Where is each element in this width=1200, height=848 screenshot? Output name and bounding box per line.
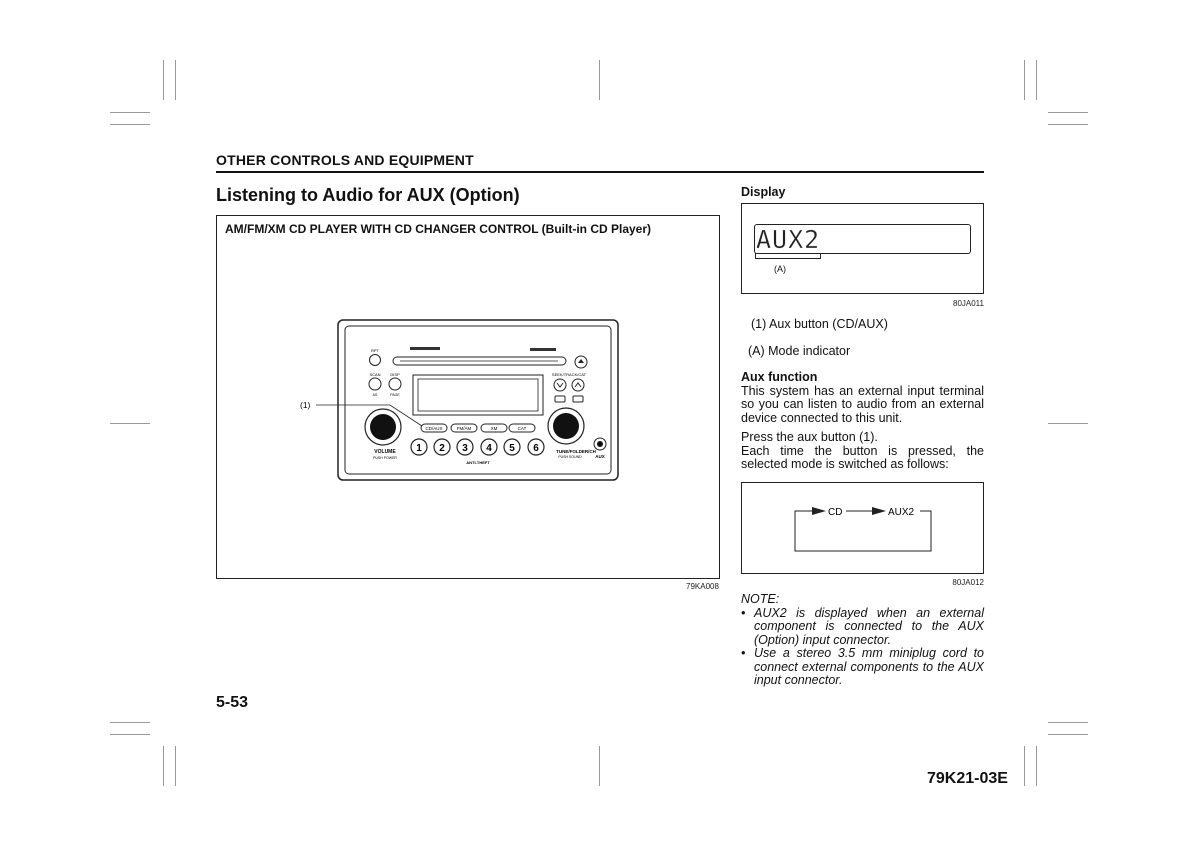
crop-mark xyxy=(1036,60,1037,100)
arrow-icon xyxy=(812,507,826,515)
aux-function-para2-line1: Press the aux button (1). xyxy=(741,430,878,444)
crop-mark xyxy=(110,112,150,113)
note-text: AUX2 is displayed when an external component is connected to the AUX (Option) input connector. xyxy=(754,605,984,647)
mode-diagram xyxy=(741,482,984,574)
arrow-icon xyxy=(872,507,886,515)
note-item xyxy=(741,647,984,688)
rpt-label: RPT xyxy=(371,348,379,353)
crop-mark xyxy=(110,124,150,125)
seek-label: SEEK/TRACK/CAT xyxy=(551,372,587,377)
doc-code: 79K21-03E xyxy=(927,770,1008,787)
page-title: Listening to Audio for AUX (Option) xyxy=(216,185,520,205)
right-column xyxy=(741,186,984,688)
mode-node-aux2: AUX2 xyxy=(888,506,915,518)
display-code: 80JA011 xyxy=(953,298,984,308)
aux-function-para1: This system has an external input terminal so you can listen to audio from an external device connected to this unit. xyxy=(741,383,984,425)
crop-mark xyxy=(599,60,600,100)
xm-label: XM xyxy=(490,426,498,431)
cd-aux-label: CD/AUX xyxy=(425,426,443,431)
fm-am-label: FM/AM xyxy=(456,426,472,431)
header-rule xyxy=(216,171,984,173)
crop-mark xyxy=(163,746,164,786)
radio-illustration xyxy=(290,312,630,482)
as-label: AS xyxy=(372,393,378,397)
bullet-icon: • xyxy=(741,605,746,620)
scan-label: SCAN xyxy=(369,372,381,377)
crop-mark xyxy=(1048,423,1088,424)
antitheft-label: ANTI-THEFT xyxy=(466,460,490,465)
mode-node-cd: CD xyxy=(828,506,843,518)
note-label: NOTE: xyxy=(741,592,780,606)
crop-mark xyxy=(1048,734,1088,735)
crop-mark xyxy=(110,423,150,424)
crop-mark xyxy=(1024,746,1025,786)
cat-label: CAT xyxy=(517,426,527,431)
tune-label: TUNE/FOLDER/CH xyxy=(556,449,596,454)
indicator-label: (A) xyxy=(774,263,786,274)
mode-indicator-text: AUX2 xyxy=(756,224,821,254)
indicator-bracket xyxy=(755,253,821,259)
page-number: 5-53 xyxy=(216,694,249,711)
crop-mark xyxy=(1048,124,1088,125)
figure-code: 79KA008 xyxy=(686,582,719,591)
crop-mark xyxy=(599,746,600,786)
aux-jack[interactable] xyxy=(597,441,603,447)
sound-label: PUSH SOUND xyxy=(558,455,582,459)
preset-label: 4 xyxy=(486,443,492,454)
crop-mark xyxy=(163,60,164,100)
note-text: Use a stereo 3.5 mm miniplug cord to connect external components to the AUX input connector. xyxy=(754,646,984,687)
aux-label: AUX xyxy=(595,454,605,459)
crop-mark xyxy=(1048,722,1088,723)
section-header: OTHER CONTROLS AND EQUIPMENT xyxy=(216,152,474,168)
preset-label: 2 xyxy=(439,443,445,454)
display-heading: Display xyxy=(741,185,786,199)
callout-label: (1) xyxy=(300,400,311,410)
crop-mark xyxy=(175,60,176,100)
figure-caption: AM/FM/XM CD PLAYER WITH CD CHANGER CONTROL (Built-in CD Player) xyxy=(225,222,652,236)
mode-cycle-svg xyxy=(742,483,983,573)
aux-function-heading: Aux function xyxy=(741,370,818,384)
preset-label: 6 xyxy=(533,443,539,454)
mode-diagram-code: 80JA012 xyxy=(952,577,984,587)
power-label: PUSH POWER xyxy=(373,456,397,460)
crop-mark xyxy=(1036,746,1037,786)
crop-mark xyxy=(1024,60,1025,100)
volume-label: VOLUME xyxy=(374,449,396,455)
display-figure xyxy=(741,203,984,294)
crop-mark xyxy=(110,734,150,735)
note-item xyxy=(741,607,984,648)
crop-mark xyxy=(1048,112,1088,113)
crop-mark xyxy=(175,746,176,786)
crop-mark xyxy=(110,722,150,723)
legend-item-1: (1) Aux button (CD/AUX) xyxy=(751,317,888,331)
disp-label: DISP xyxy=(390,372,400,377)
bullet-icon: • xyxy=(741,646,746,660)
preset-label: 1 xyxy=(416,443,422,454)
page-label: PAGE xyxy=(390,393,400,397)
aux-function-para2-line2: Each time the button is pressed, the selected mode is switched as follows: xyxy=(741,443,984,471)
preset-label: 3 xyxy=(462,443,468,454)
legend-item-a: (A) Mode indicator xyxy=(748,343,851,358)
preset-label: 5 xyxy=(509,443,515,454)
